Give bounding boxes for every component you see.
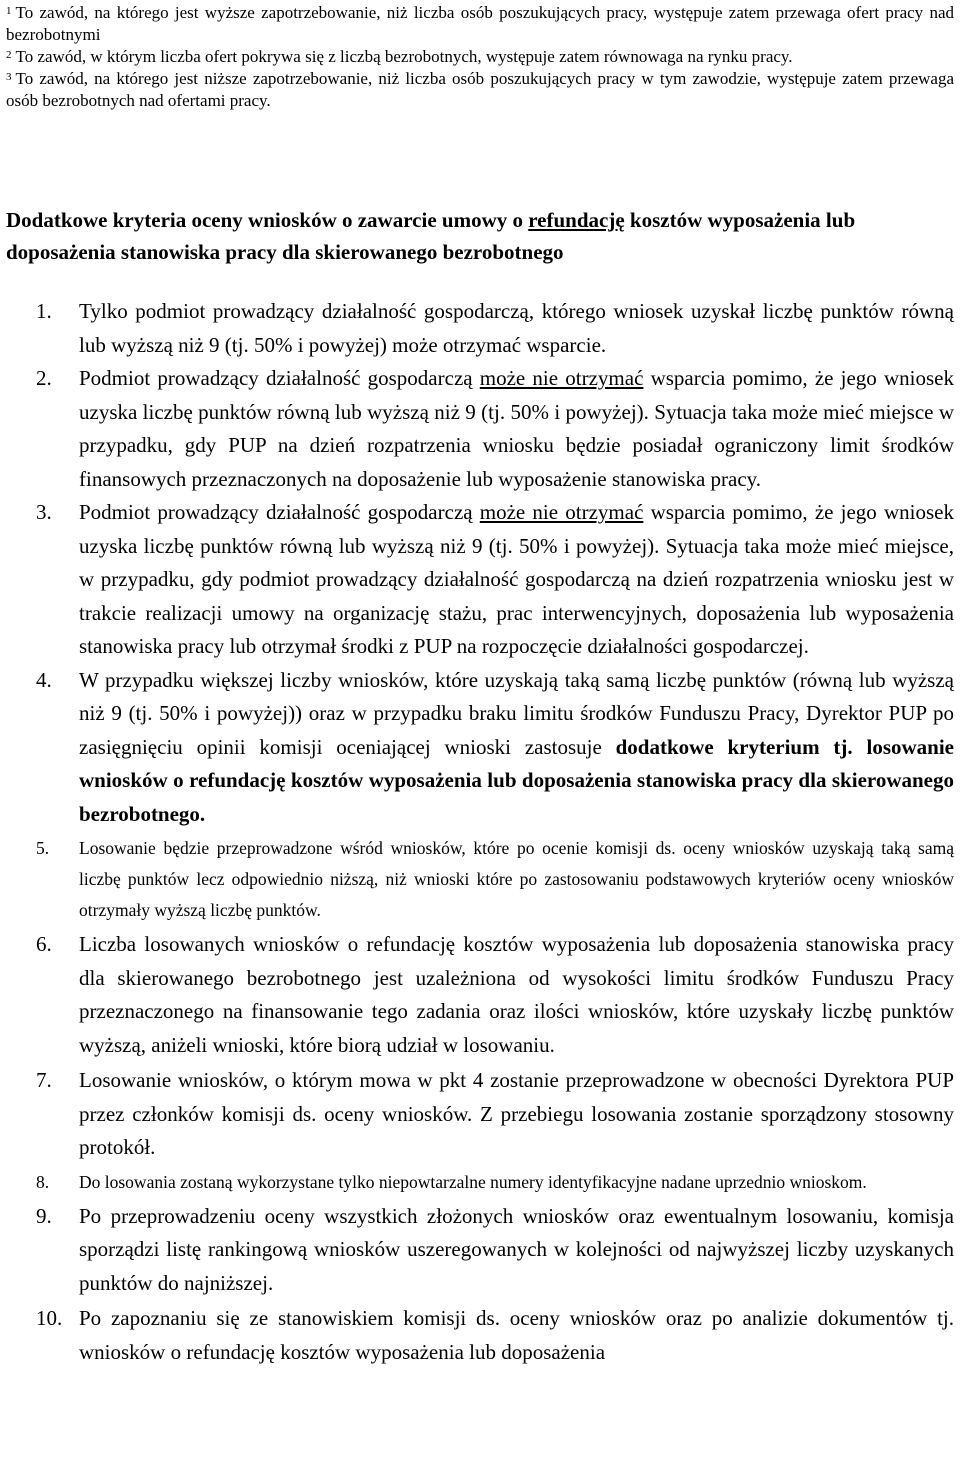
footnote-1 [6,2,954,46]
item-number: 10. [36,1306,63,1330]
list-item [36,1302,954,1369]
item-number: 5. [36,838,50,858]
item-text: Losowanie wniosków, o którym mowa w pkt 4 zostanie przeprowadzone w obecności Dyrektora PUP przez członków komisji ds. oceny wniosków. Z przebiegu losowania zostanie sporządzony stosowny protokół. [79,1068,954,1159]
item-text: Podmiot prowadzący działalność gospodarczą [79,366,480,390]
item-number: 1. [36,299,52,323]
list-item [36,362,954,496]
footnote-text: To zawód, na którego jest niższe zapotrzebowanie, niż liczba osób poszukujących pracy w tym zawodzie, występuje zatem przewaga osób bezrobotnych nad ofertami pracy. [6,69,954,110]
item-number: 7. [36,1068,52,1092]
heading-part-2: kosztów wyposażenia lub doposażenia stanowiska pracy dla skierowanego bezrobotnego [6,208,856,264]
item-text: Po przeprowadzeniu oceny wszystkich złożonych wniosków oraz ewentualnym losowaniu, komisja sporządzi listę rankingową wniosków uszeregowanych w kolejności od najwyższej liczby uzyskanych punktów do najniższej. [79,1203,954,1295]
list-item [36,1167,954,1198]
list-item [36,1064,954,1165]
list-item [36,496,954,664]
list-item [36,833,954,926]
item-text: Liczba losowanych wniosków o refundację kosztów wyposażenia lub doposażenia stanowiska pracy dla skierowanego bezrobotnego jest uzależniona od wysokości limitu środków Funduszu Pracy przeznaczonego na finansowanie tego zadania oraz ilości wniosków, które uzyskały liczbę punktów wyższą, aniżeli wnioski, które biorą udział w losowaniu. [79,932,954,1057]
list-item [36,928,954,1062]
heading-part-1: Dodatkowe kryteria oceny wniosków o zawarcie umowy o [6,208,529,232]
footnote-text: To zawód, w którym liczba ofert pokrywa się z liczbą bezrobotnych, występuje zatem równowaga na rynku pracy. [15,47,793,66]
footnote-text: To zawód, na którego jest wyższe zapotrzebowanie, niż liczba osób poszukujących pracy, występuje zatem przewaga ofert pracy nad bezrobotnymi [6,3,954,44]
footnote-3 [6,68,954,112]
item-text: Do losowania zostaną wykorzystane tylko niepowtarzalne numery identyfikacyjne nadane uprzednio wnioskom. [79,1171,867,1192]
list-item [36,1200,954,1301]
item-underlined: może nie otrzymać [479,366,644,390]
item-text: Podmiot prowadzący działalność gospodarczą [79,500,480,524]
footnote-mark: 2 [6,49,12,61]
footnote-mark: 3 [6,71,12,83]
item-underlined: może nie otrzymać [479,500,644,524]
item-text: Losowanie będzie przeprowadzone wśród wniosków, które po ocenie komisji ds. oceny wniosków uzyskają taką samą liczbę punktów lecz odpowiednio niższą, niż wnioski które po zastosowaniu podstawowych kryteriów oceny wniosków otrzymały wyższą liczbę punktów. [79,838,954,920]
item-text: wsparcia pomimo, że jego wniosek uzyska liczbę punktów równą lub wyższą niż 9 (tj. 50% i powyżej). Sytuacja taka może mieć miejsce w przypadku, gdy PUP na dzień rozpatrzenia wniosku będzie posiadał ograniczony limit środków finansowych przeznaczonych na doposażenie lub wyposażenie stanowiska pracy. [79,366,954,491]
list-item [36,295,954,362]
heading-underlined: refundację [528,208,625,232]
criteria-list [36,295,954,1369]
item-number: 3. [36,500,52,524]
item-number: 2. [36,366,52,390]
item-text: wsparcia pomimo, że jego wniosek uzyska liczbę punktów równą lub wyższą niż 9 (tj. 50% i powyżej). Sytuacja taka może mieć miejsce, w przypadku, gdy podmiot prowadzący działalność gospodarczą na dzień rozpatrzenia wniosku jest w trakcie realizacji umowy na organizację stażu, prac interwencyjnych, doposażenia lub wyposażenia stanowiska pracy lub otrzymał środki z PUP na rozpoczęcie działalności gospodarczej. [79,500,954,658]
item-text: Po zapoznaniu się ze stanowiskiem komisji ds. oceny wniosków oraz po analizie dokumentów tj. wniosków o refundację kosztów wyposażenia lub doposażenia [79,1306,954,1364]
item-text: W przypadku większej liczby wniosków, które uzyskają taką samą liczbę punktów (równą lub wyższą niż 9 (tj. 50% i powyżej)) oraz w przypadku braku limitu środków Funduszu Pracy, Dyrektor PUP po zasięgnięciu opinii komisji oceniającej wnioski zastosuje [79,667,954,759]
footnote-2 [6,46,954,68]
item-number: 9. [36,1203,52,1228]
item-text: Tylko podmiot prowadzący działalność gospodarczą, którego wniosek uzyskał liczbę punktów równą lub wyższą niż 9 (tj. 50% i powyżej) może otrzymać wsparcie. [79,299,954,357]
list-item [36,664,954,832]
footnote-mark: 1 [6,5,12,17]
item-bold: dodatkowe kryterium tj. losowanie wniosków o refundację kosztów wyposażenia lub doposażenia stanowiska pracy dla skierowanego bezrobotnego. [79,734,954,826]
section-heading [6,204,954,268]
item-number: 6. [36,932,52,956]
footnotes [0,0,960,112]
item-number: 8. [36,1171,50,1192]
item-number: 4. [36,667,52,692]
